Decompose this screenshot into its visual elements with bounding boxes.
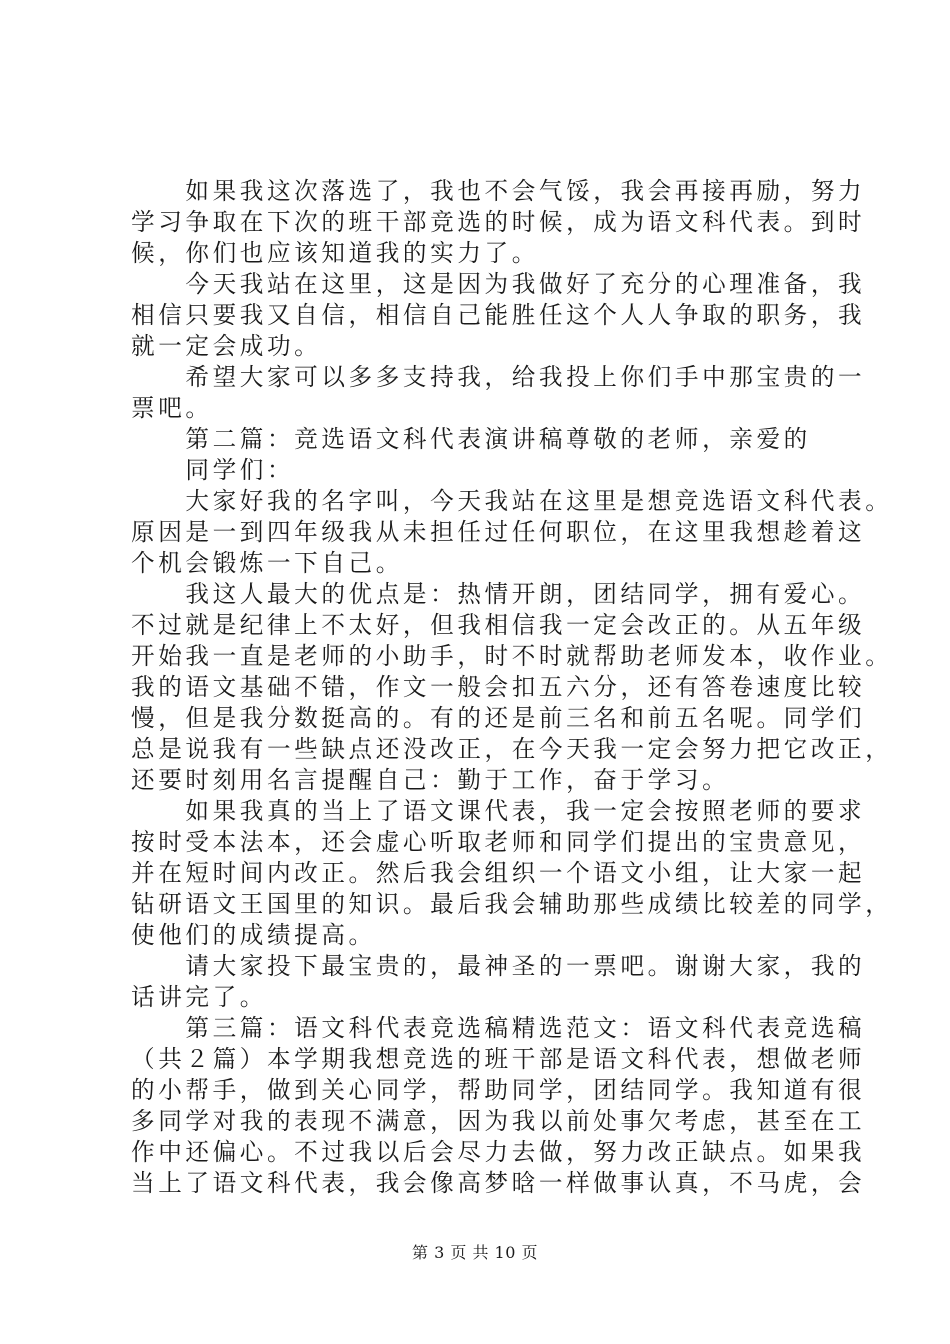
text-line: 就一定会成功。 (131, 332, 322, 360)
text-line: 大家好我的名字叫，今天我站在这里是想竞选语文科代表。 (131, 487, 893, 515)
text-line: 我这人最大的优点是：热情开朗，团结同学，拥有爱心。 (131, 580, 866, 608)
text-line: 使他们的成绩提高。 (131, 921, 376, 949)
text-line: 学习争取在下次的班干部竞选的时候，成为语文科代表。到时 (131, 208, 866, 236)
text-line: 按时受本法本，还会虚心听取老师和同学们提出的宝贵意见， (131, 828, 866, 856)
text-line: 个机会锻炼一下自己。 (131, 549, 403, 577)
text-line: 相信只要我又自信，相信自己能胜任这个人人争取的职务，我 (131, 301, 866, 329)
text-line: 作中还偏心。不过我以后会尽力去做，努力改正缺点。如果我 (131, 1138, 866, 1166)
text-line: 请大家投下最宝贵的，最神圣的一票吧。谢谢大家，我的 (131, 952, 866, 980)
text-line: 当上了语文科代表，我会像高梦晗一样做事认真，不马虎，会 (131, 1169, 866, 1197)
text-line: 开始我一直是老师的小助手，时不时就帮助老师发本，收作业。 (131, 642, 893, 670)
section-heading: 第三篇：语文科代表竞选稿精选范文：语文科代表竞选稿 (131, 1014, 866, 1042)
text-line: 总是说我有一些缺点还没改正，在今天我一定会努力把它改正， (131, 735, 893, 763)
text-line: 的小帮手，做到关心同学，帮助同学，团结同学。我知道有很 (131, 1076, 866, 1104)
text-line: 钻研语文王国里的知识。最后我会辅助那些成绩比较差的同学， (131, 890, 893, 918)
page-number: 第 3 页 共 10 页 (412, 1243, 538, 1262)
text-line: 慢，但是我分数挺高的。有的还是前三名和前五名呢。同学们 (131, 704, 866, 732)
text-line: 话讲完了。 (131, 983, 267, 1011)
text-line: 如果我这次落选了，我也不会气馁，我会再接再励，努力 (131, 177, 866, 205)
text-line: 今天我站在这里，这是因为我做好了充分的心理准备，我 (131, 270, 866, 298)
text-line: 不过就是纪律上不太好，但我相信我一定会改正的。从五年级 (131, 611, 866, 639)
text-line: （共２篇）本学期我想竞选的班干部是语文科代表，想做老师 (131, 1045, 866, 1073)
text-line: 原因是一到四年级我从未担任过任何职位，在这里我想趁着这 (131, 518, 866, 546)
text-line: 我的语文基础不错，作文一般会扣五六分，还有答卷速度比较 (131, 673, 866, 701)
text-line: 如果我真的当上了语文课代表，我一定会按照老师的要求 (131, 797, 866, 825)
body-text (131, 176, 893, 1199)
text-line: 还要时刻用名言提醒自己：勤于工作，奋于学习。 (131, 766, 730, 794)
text-line: 候，你们也应该知道我的实力了。 (131, 239, 539, 267)
text-line: 希望大家可以多多支持我，给我投上你们手中那宝贵的一 (131, 363, 866, 391)
text-line: 多同学对我的表现不满意，因为我以前处事欠考虑，甚至在工 (131, 1107, 866, 1135)
section-heading: 第二篇：竞选语文科代表演讲稿尊敬的老师，亲爱的 (131, 425, 811, 453)
text-line: 同学们： (131, 456, 295, 484)
text-line: 票吧。 (131, 394, 213, 422)
text-line: 并在短时间内改正。然后我会组织一个语文小组，让大家一起 (131, 859, 866, 887)
